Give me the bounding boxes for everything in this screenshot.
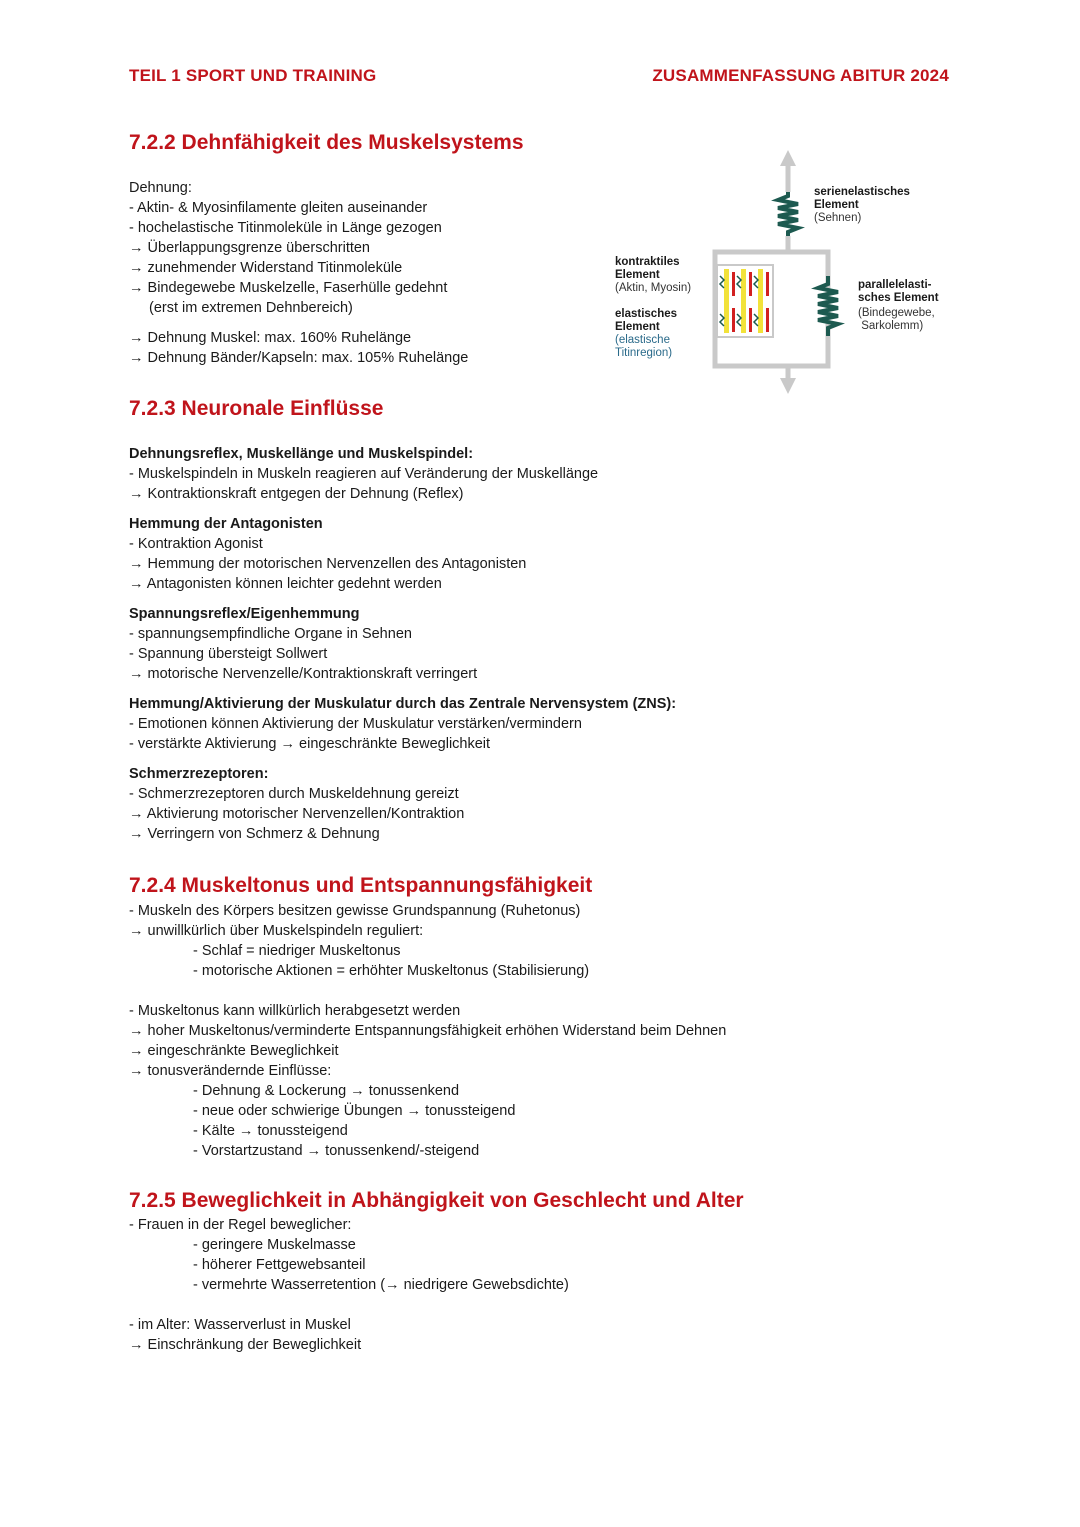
text-line: → Einschränkung der Beweglichkeit bbox=[129, 1337, 362, 1353]
contractile-element-label: kontraktiles Element (Aktin, Myosin) bbox=[615, 256, 692, 294]
subheading: Hemmung/Aktivierung der Muskulatur durch das Zentrale Nervensystem (ZNS): bbox=[129, 696, 677, 712]
section-724-body bbox=[129, 901, 726, 1161]
header-left: TEIL 1 SPORT UND TRAINING bbox=[129, 66, 377, 85]
text-line: → Kontraktionskraft entgegen der Dehnung (Reflex) bbox=[129, 486, 464, 502]
text-line: Dehnung: bbox=[129, 180, 192, 196]
text-line: → hoher Muskeltonus/verminderte Entspannungsfähigkeit erhöhen Widerstand beim Dehnen bbox=[129, 1023, 727, 1039]
section-722-body bbox=[129, 178, 468, 368]
text-line: - Kälte → tonussteigend bbox=[193, 1123, 348, 1139]
subheading: Dehnungsreflex, Muskellänge und Muskelspindel: bbox=[129, 446, 474, 462]
text-line: → Verringern von Schmerz & Dehnung bbox=[129, 826, 380, 842]
text-line: - geringere Muskelmasse bbox=[193, 1237, 356, 1253]
text-line: - Schlaf = niedriger Muskeltonus bbox=[193, 943, 401, 959]
subheading: Spannungsreflex/Eigenhemmung bbox=[129, 606, 360, 622]
text-line: - Muskelspindeln in Muskeln reagieren auf Veränderung der Muskellänge bbox=[129, 466, 599, 482]
text-line: → zunehmender Widerstand Titinmoleküle bbox=[129, 260, 403, 276]
text-line: - Frauen in der Regel beweglicher: bbox=[129, 1217, 352, 1233]
section-725-body bbox=[129, 1215, 569, 1355]
section-title-725: 7.2.5 Beweglichkeit in Abhängigkeit von Geschlecht und Alter bbox=[129, 1189, 744, 1212]
contractile-element-icon bbox=[717, 265, 773, 337]
section-title-724: 7.2.4 Muskeltonus und Entspannungsfähigkeit bbox=[129, 874, 593, 897]
top-arrow-head bbox=[780, 150, 796, 166]
serial-spring-icon bbox=[778, 192, 798, 236]
text-line: (erst im extremen Dehnbereich) bbox=[149, 300, 353, 316]
text-line: → Antagonisten können leichter gedehnt werden bbox=[129, 576, 442, 592]
text-line: - im Alter: Wasserverlust in Muskel bbox=[129, 1317, 351, 1333]
text-line: → Überlappungsgrenze überschritten bbox=[129, 240, 370, 256]
text-line: → unwillkürlich über Muskelspindeln reguliert: bbox=[129, 923, 424, 939]
subheading: Hemmung der Antagonisten bbox=[129, 516, 323, 532]
bottom-arrow-head bbox=[780, 378, 796, 394]
subheading: Schmerzrezeptoren: bbox=[129, 766, 269, 782]
text-line: - verstärkte Aktivierung → eingeschränkte Beweglichkeit bbox=[129, 736, 491, 752]
text-line: - neue oder schwierige Übungen → tonussteigend bbox=[193, 1103, 516, 1119]
section-title-722: 7.2.2 Dehnfähigkeit des Muskelsystems bbox=[129, 131, 524, 154]
text-line: - Schmerzrezeptoren durch Muskeldehnung gereizt bbox=[129, 786, 459, 802]
text-line: - Emotionen können Aktivierung der Muskulatur verstärken/vermindern bbox=[129, 716, 582, 732]
section-723-body bbox=[129, 444, 676, 844]
text-line: - spannungsempfindliche Organe in Sehnen bbox=[129, 626, 412, 642]
parallel-spring-icon bbox=[818, 276, 838, 336]
header-right: ZUSAMMENFASSUNG ABITUR 2024 bbox=[652, 66, 949, 85]
text-line: → tonusverändernde Einflüsse: bbox=[129, 1063, 332, 1079]
text-line: - Muskeln des Körpers besitzen gewisse Grundspannung (Ruhetonus) bbox=[129, 903, 581, 919]
text-line: → motorische Nervenzelle/Kontraktionskraft verringert bbox=[129, 666, 478, 682]
text-line: → eingeschränkte Beweglichkeit bbox=[129, 1043, 339, 1059]
text-line: - hochelastische Titinmoleküle in Länge gezogen bbox=[129, 220, 442, 236]
text-line: → Bindegewebe Muskelzelle, Faserhülle gedehnt bbox=[129, 280, 448, 296]
parallel-element-label: parallelelasti- sches Element (Bindegewebe, Sarkolemm) bbox=[858, 279, 939, 332]
elastic-element-label: elastisches Element (elastische Titinregion) bbox=[615, 308, 678, 359]
text-line: - motorische Aktionen = erhöhter Muskeltonus (Stabilisierung) bbox=[193, 963, 590, 979]
section-title-723: 7.2.3 Neuronale Einflüsse bbox=[129, 397, 384, 420]
text-line: → Dehnung Bänder/Kapseln: max. 105% Ruhelänge bbox=[129, 350, 469, 366]
text-line: - Muskeltonus kann willkürlich herabgesetzt werden bbox=[129, 1003, 461, 1019]
text-line: - Kontraktion Agonist bbox=[129, 536, 263, 552]
text-line: → Aktivierung motorischer Nervenzellen/Kontraktion bbox=[129, 806, 465, 822]
text-line: - Vorstartzustand → tonussenkend/-steigend bbox=[193, 1143, 480, 1159]
text-line: - Spannung übersteigt Sollwert bbox=[129, 646, 328, 662]
serial-element-label: serienelastisches Element (Sehnen) bbox=[814, 186, 910, 224]
muscle-model-diagram bbox=[612, 148, 957, 396]
text-line: - Aktin- & Myosinfilamente gleiten auseinander bbox=[129, 200, 428, 216]
text-line: → Hemmung der motorischen Nervenzellen des Antagonisten bbox=[129, 556, 527, 572]
text-line: - Dehnung & Lockerung → tonussenkend bbox=[193, 1083, 460, 1099]
text-line: - höherer Fettgewebsanteil bbox=[193, 1257, 366, 1273]
text-line: - vermehrte Wasserretention (→ niedrigere Gewebsdichte) bbox=[193, 1277, 569, 1293]
text-line: → Dehnung Muskel: max. 160% Ruhelänge bbox=[129, 330, 412, 346]
